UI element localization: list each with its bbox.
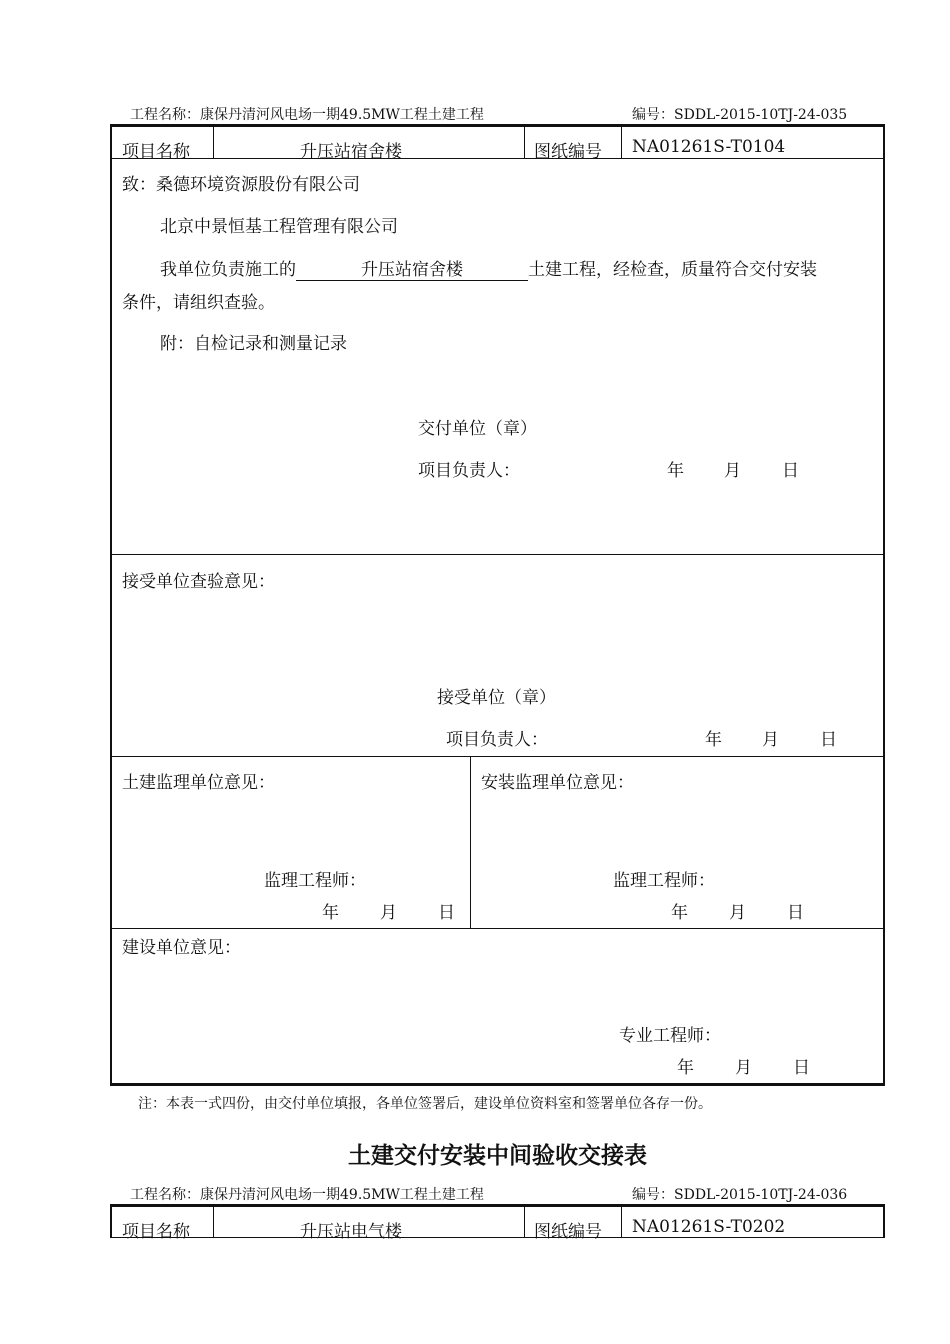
acceptance-date-day: 日: [820, 730, 837, 750]
drawing-number-label: 图纸编号: [534, 142, 602, 162]
document-number: 编号：SDDL-2015-10TJ-24-035: [632, 107, 848, 123]
owner-date-day: 日: [793, 1058, 810, 1078]
page-title: 土建交付安装中间验收交接表: [348, 1142, 647, 1169]
install-supervision-label: 安装监理单位意见：: [481, 773, 634, 793]
drawing-number-value-2: NA01261S-T0202: [632, 1217, 786, 1237]
delivery-unit-seal: 交付单位（章）: [418, 419, 537, 439]
civil-date-day: 日: [438, 903, 455, 923]
supervisor-company-line: 北京中景恒基工程管理有限公司: [160, 217, 398, 237]
item-name-label: 项目名称: [122, 142, 190, 162]
project-name-line-2: 工程名称：康保丹清河风电场一期49.5MW工程土建工程: [130, 1187, 484, 1203]
drawing-number-value: NA01261S-T0104: [632, 137, 786, 157]
acceptance-unit-seal: 接受单位（章）: [437, 688, 556, 708]
professional-engineer: 专业工程师：: [619, 1026, 721, 1046]
owner-opinion-label: 建设单位意见：: [122, 938, 241, 958]
civil-supervising-engineer: 监理工程师：: [264, 871, 366, 891]
delivery-date-day: 日: [782, 461, 799, 481]
form-note: 注：本表一式四份，由交付单位填报，各单位签署后，建设单位资料室和签署单位各存一份。: [138, 1096, 712, 1112]
civil-supervision-label: 土建监理单位意见：: [122, 773, 275, 793]
project-name-line: 工程名称：康保丹清河风电场一期49.5MW工程土建工程: [130, 107, 484, 123]
civil-date-month: 月: [380, 903, 397, 923]
owner-date-month: 月: [735, 1058, 752, 1078]
delivery-date-year: 年: [667, 461, 684, 481]
attachment-line: 附：自检记录和测量记录: [160, 334, 347, 354]
install-date-day: 日: [787, 903, 804, 923]
delivery-person-in-charge: 项目负责人：: [418, 461, 520, 481]
acceptance-opinion-label: 接受单位查验意见：: [122, 572, 275, 592]
owner-date-year: 年: [677, 1058, 694, 1078]
install-supervising-engineer: 监理工程师：: [613, 871, 715, 891]
statement-fill: 升压站宿舍楼: [296, 255, 528, 281]
item-name-label-2: 项目名称: [122, 1222, 190, 1242]
item-name-value-2: 升压站电气楼: [300, 1222, 402, 1242]
addressee-line: 致：桑德环境资源股份有限公司: [122, 175, 360, 195]
delivery-statement-line2: 条件，请组织查验。: [122, 293, 275, 313]
civil-date-year: 年: [322, 903, 339, 923]
acceptance-date-year: 年: [705, 730, 722, 750]
install-date-year: 年: [671, 903, 688, 923]
item-name-value: 升压站宿舍楼: [300, 142, 402, 162]
install-date-month: 月: [729, 903, 746, 923]
delivery-date-month: 月: [724, 461, 741, 481]
statement-prefix: 我单位负责施工的: [160, 260, 296, 280]
drawing-number-label-2: 图纸编号: [534, 1222, 602, 1242]
acceptance-person-in-charge: 项目负责人：: [446, 730, 548, 750]
statement-suffix: 土建工程，经检查，质量符合交付安装: [528, 260, 817, 280]
delivery-statement: [160, 255, 817, 281]
acceptance-date-month: 月: [762, 730, 779, 750]
document-number-2: 编号：SDDL-2015-10TJ-24-036: [632, 1187, 848, 1203]
